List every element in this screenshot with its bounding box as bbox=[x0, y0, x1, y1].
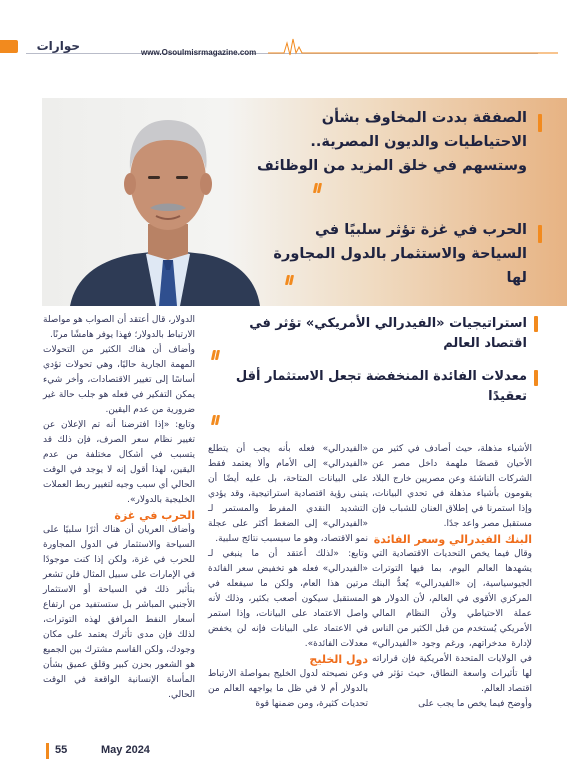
quote-bar bbox=[538, 114, 542, 132]
paragraph: وأضاف أن هناك الكثير من التحولات المهمة الجارية حاليًا، وهي تحولات تؤدي أساسًا إلى تغيير الاقتصادات، وأخر شيء يمكن التفكير في فعله هو جلب حالة غير ضرورية من عدم اليقين. bbox=[43, 345, 195, 415]
subheading: البنك الفيدرالي وسعر الفائدة bbox=[373, 533, 532, 546]
subheading: الحرب في غزة bbox=[114, 509, 195, 522]
header-tab-marker bbox=[0, 40, 18, 53]
footer-bar bbox=[46, 743, 49, 759]
title-bar bbox=[534, 316, 538, 332]
article-title-2: معدلات الفائدة المنخفضة تجعل الاستثمار أقل تعقيدًا bbox=[235, 369, 527, 404]
section-name: حوارات bbox=[36, 39, 80, 53]
hero-banner bbox=[42, 98, 567, 306]
right-column bbox=[372, 442, 532, 712]
paragraph: «الفيدرالي» فعله بأنه يجب أن يتطلع «الفيدرالي» إلى الأمام وألا يعتمد فقط على البيانات المتاحة، بل عليه أيضًا أن يتبنى رؤية اقتصادية استراتيجية، وقد يؤدي التشديد النقدي المفرط والمستمر لـ «الفيدرالي» إلى الضغط أكثر على عجلة نمو الاقتصاد، وهو ما سيسبب نتائج سلبية. bbox=[208, 444, 368, 544]
quote-mark-icon bbox=[212, 410, 220, 422]
subheading: دول الخليج bbox=[309, 653, 368, 666]
paragraph: الأشياء مذهلة، حيث أصادف في كثير من الأحيان قصصًا ملهمة داخل مصر عن الشركات الناشئة وعن مصريين خارج البلاد يقومون بأشياء مذهلة في تحدي البيانات، وإذا استمرنا في إطلاق العنان للشباب فإن مستقبل مصر واعد جدًا. bbox=[372, 444, 532, 529]
paragraph: وعن نصيحته لدول الخليج بمواصلة الارتباط بالدولار أم لا في ظل ما يواجهه العالم من تحديات كثيرة، ومن ضمنها قوة bbox=[208, 669, 368, 709]
paragraph: وأضاف العريان أن هناك أثرًا سلبيًا على السياحة والاستثمار في الدول المجاورة للحرب في غزة، ولكن إذا كنت موجودًا في الإمارات على سبيل المثال فلن تشعر بتأثير ذلك في السياحة أو الاستثمار الأجنبي المباشر بل ستستفيد من ارتفاع أسعار النفط المرافق لهذه التوترات، لذلك فإن مدى تأثرك يعتمد على مكان وجودك، ولكن القاسم مشترك بين الجميع هو الشعور بحزن كبير وقلق عميق بشأن المأساة الإنسانية الواقعة في الوقت الحالي. bbox=[43, 525, 195, 700]
quote-bar bbox=[538, 225, 542, 243]
quote-mark-icon bbox=[286, 270, 294, 282]
paragraph: الدولار، قال أعتقد أن الصواب هو مواصلة الارتباط بالدولار؛ فهذا يوفر هامشًا مرنًا. bbox=[43, 315, 195, 340]
middle-column bbox=[208, 442, 368, 712]
quote-mark-icon bbox=[212, 345, 220, 357]
paragraph: وتابع: «إذا افترضنا أنه تم الإعلان عن تغيير نظام سعر الصرف، فإن ذلك قد يتسبب في أشكال مختلفة من عدم اليقين، لهذا أقول إنه لا يوجد في الوقت الحالي أي سبب وجيه لتغيير ربط العملات الخليجية بالدولار». bbox=[43, 420, 195, 505]
magazine-url[interactable]: www.Osoulmisrmagazine.com bbox=[141, 48, 257, 57]
paragraph: وأوضح فيما يخص ما يجب على bbox=[418, 699, 532, 709]
title-bar bbox=[534, 370, 538, 386]
paragraph: وقال فيما يخص التحديات الاقتصادية التي يشهدها العالم اليوم، بما فيها التوترات الجيوسياسية، إن «الفيدرالي» يُعدُّ البنك المركزي الأقوى في العالم، لأن الدولار هو عملة الاحتياطي ولأن النظام المالي الأمريكي يُستخدم من قبل الكثير من الناس لإدارة مدخراتهم، ورغم وجود «الفيدرالي» في الولايات المتحدة الأمريكية فإن قراراته لها تأثيرات واسعة النطاق، حيث تؤثر في اقتصاد العالم. bbox=[372, 549, 532, 694]
pulse-line-icon bbox=[268, 38, 558, 56]
paragraph: وتابع: «لذلك أعتقد أن ما ينبغي لـ «الفيدرالي» فعله هو تخفيض سعر الفائدة مرتين هذا العام، ولكن ما سيفعله في المستقبل سيكون أصعب بكثير، وذلك لأنه واصل الاعتماد على البيانات، وإذا استمر في الاعتماد على البيانات فإنه لن يخفض معدلات الفائدة». bbox=[208, 549, 368, 649]
hero-quote-2: الحرب في غزة تؤثر سلبيًا في السياحة والاستثمار بالدول المجاورة لها bbox=[273, 222, 527, 286]
left-column bbox=[43, 313, 195, 703]
article-title-1: استراتيجيات «الفيدرالي الأمريكي» تؤثر في اقتصاد العالم bbox=[249, 316, 527, 351]
hero-quote-1: الصفقة بددت المخاوف بشأن الاحتياطيات والديون المصرية.. وستسهم في خلق المزيد من الوظائف bbox=[256, 110, 527, 174]
quote-mark-icon bbox=[314, 178, 322, 190]
page-number: 55 bbox=[55, 744, 68, 756]
issue-date: May 2024 bbox=[101, 744, 150, 756]
